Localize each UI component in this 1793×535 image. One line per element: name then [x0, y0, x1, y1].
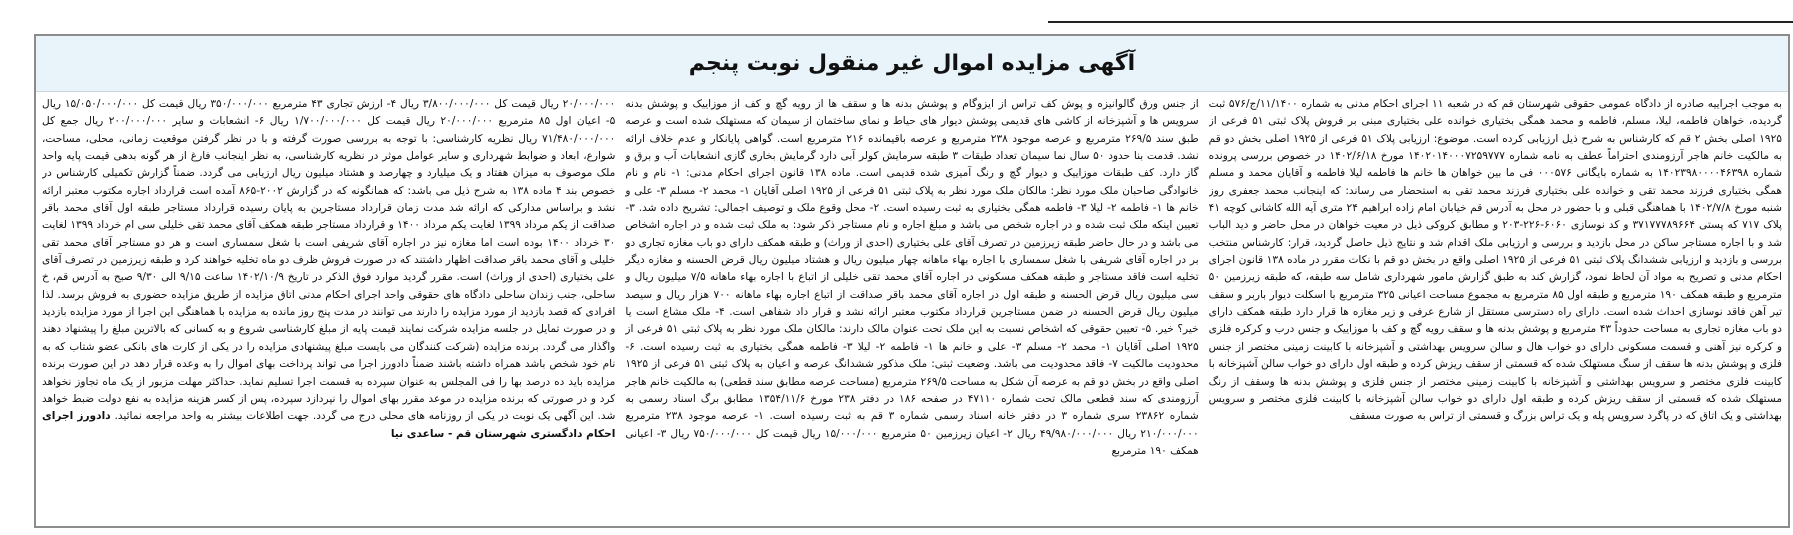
notice-body: [42, 96, 1782, 520]
notice-header: [36, 36, 1788, 92]
column-3-text: ۲۰/۰۰۰/۰۰۰ ریال قیمت کل ۳/۸۰۰/۰۰۰/۰۰۰ ریال ۴- ارزش تجاری ۴۳ مترمربع ۳۵۰/۰۰۰/۰۰۰ ریال قیمت کل ۱۵/۰۵۰/۰۰۰/۰۰۰ ریال ۵- اعیان اول ۸۵ مترمربع ۲۰/۰۰۰/۰۰۰ ریال قیمت کل ۱/۷۰۰/۰۰۰/۰۰۰ ریال ۶- انشعابات و سایر ۲۰۰/۰۰۰/۰۰۰ ریال جمع کل ۷۱/۴۸۰/۰۰۰/۰۰۰ ریال نظریه کارشناسی: با توجه به بررسی صورت گرفته و با در نظر گرفتن موقعیت زمانی، محلی، مساحت، شوارع، ابعاد و ضوابط شهرداری و سایر عوامل موثر در نظریه کارشناسی، به نظر اینجانب فارغ از هر گونه بدهی قیمت پایه واحد ملک موصوف به میزان هفتاد و یک میلیارد و چهارصد و هشتاد میلیون ریال ارزیابی می گردد. ضمناً گزارش تکمیلی کارشناس در خصوص بند ۴ ماده ۱۳۸ به شرح ذیل می باشد: که همانگونه که در گزارش ۲۰۰۲-۸۶۵ آمده است قرارداد اجاره مکتوب معتبر ارائه نشد و براساس مدارکی که ارائه شد مدت زمان قرارداد مستاجرین به پایان رسیده قرارداد مستاجر طبقه اول آقای محمد باقر صداقت از یکم مرداد ۱۳۹۹ لغایت یکم مرداد ۱۴۰۰ و قرارداد مستاجر طبقه همکف آقای محمد تقی خلیلی سی ام خرداد ۱۳۹۹ لغایت ۳۰ خرداد ۱۴۰۰ بوده است اما مغازه نیز در اجاره آقای شریفی است با شغل سمساری است و هر دو مستاجر آقای محمد تقی خلیلی و آقای محمد باقر صداقت اظهار داشتند که در صورت فروش ظرف دو ماه تخلیه خواهند کرد و طبقه زیرزمین در تصرف آقای علی بختیاری (احدی از وراث) است. مقرر گردید موارد فوق الذکر در تاریخ ۱۴۰۲/۱۰/۹ ساعت ۹/۱۵ الی ۹/۳۰ صبح به آدرس قم، خ ساحلی، جنب زندان ساحلی دادگاه های حقوقی واحد اجرای احکام مدنی اتاق مزایده از طریق مزایده حضوری به فروش برسد. لذا افرادی که قصد بازدید از مورد مزایده را دارند می توانند در مدت پنج روز مانده به مزایده با هماهنگی این اجرا از مورد مزایده بازدید و در صورت تمایل در جلسه مزایده شرکت نمایند قیمت پایه از مبلغ کارشناسی شروع و به کسانی که بالاترین مبلغ را پیشنهاد دهند واگذار می گردد. برنده مزایده (شرکت کنندگان می بایست مبلغ پیشنهادی مزایده را در یکی از کارت های بانکی عضو شتاب که به نام خود شخص باشد همراه داشته باشند ضمناً دادورز اجرا می تواند پرداخت بهای اموال را به وعده قرار دهد در این صورت برنده مزایده باید ده درصد بها را فی المجلس به عنوان سپرده به قسمت اجرا تسلیم نماید. حداکثر مهلت مزبور از یک ماه تجاوز نخواهد کرد و در صورتی که برنده مزایده در موعد مقرر بهای اموال را نپردازد سپرده، پس از کسر هزینه مزایده به نفع دولت ضبط خواهد شد. این آگهی یک نوبت در یکی از روزنامه های محلی درج می گردد. جهت اطلاعات بیشتر به واحد مراجعه نمائید.: [42, 98, 616, 423]
signature: دادورز اجرای احکام دادگستری شهرستان قم - ساعدی نیا: [42, 410, 616, 440]
column-2-text: از جنس ورق گالوانیزه و پوش کف تراس از ایزوگام و پوشش بدنه ها و سقف ها از رویه گچ و کف از موزاییک و پوشش بدنه سرویس ها و آشپزخانه از کاشی های قدیمی پوشش دیوار های حیاط و نمای ساختمان از سیمان که مستهلک شده است و عرصه طبق سند ۲۶۹/۵ مترمربع و عرصه موجود ۲۳۸ مترمربع و عرصه باقیمانده ۲۱۶ مترمربع است. گواهی پایانکار و عدم خلاف ارائه نشد. قدمت بنا حدود ۵۰ سال نما سیمان تعداد طبقات ۳ طبقه سرمایش کولر آبی دارد گرمایش بخاری گازی انشعابات آب و برق و گاز دارد. کف طبقات موزاییک و دیوار گچ و رنگ آمیزی شده قدیمی است. ماده ۱۳۸ قانون اجرای احکام مدنی: ۱- نام و نام خانوادگی صاحبان ملک مورد نظر: مالکان ملک مورد نظر به پلاک ثبتی ۵۱ فرعی از ۱۹۲۵ اصلی آقایان ۱- محمد ۲- مسلم ۳- علی و خانم ها ۱- فاطمه ۲- لیلا ۳- فاطمه همگی بختیاری به ثبت رسیده است. ۲- محل وقوع ملک و توصیف اجمالی: تشریح داده شد. ۳- تعیین اینکه ملک ثبت شده و در اجاره شخص می باشد و مبلغ اجاره و نام مستاجر ذکر شود: به ملک ثبت شده و در اجاره اشخاص می باشد و در حال حاضر طبقه زیرزمین در تصرف آقای علی بختیاری (احدی از وراث) و طبقه همکف دارای دو باب مغازه تجاری دو بر در اجاره آقای شریفی با شغل سمساری با اجاره بهاء ماهانه چهار میلیون ریال و هشتاد میلیون ریال قرض الحسنه و مغازه دیگر تخلیه است فاقد مستاجر و طبقه همکف مسکونی در اجاره آقای محمد تقی خلیلی از اتباع با اجاره بهاء ماهانه ۷/۵ میلیون ریال و سی میلیون ریال قرض الحسنه و طبقه اول در اجاره آقای محمد باقر صداقت از اتباع اجاره بهاء ماهانه ۷۰۰ هزار ریال و سیصد میلیون ریال قرض الحسنه در ضمن مستاجرین قرارداد مکتوب معتبر ارائه نشد و قرار داد شفاهی است. ۴- ملک مشاع است یا خیر؟ خیر. ۵- تعیین حقوقی که اشخاص نسبت به این ملک تحت عنوان مالک دارند: مالکان ملک مورد نظر به پلاک ثبتی ۵۱ فرعی از ۱۹۲۵ اصلی آقایان ۱- محمد ۲- مسلم ۳- علی و خانم ها ۱- فاطمه ۲- لیلا ۳- فاطمه همگی بختیاری به ثبت رسیده است. ۶- محدودیت مالکیت ۷- فاقد محدودیت می باشد. وضعیت ثبتی: ملک مذکور ششدانگ عرصه و اعیان به پلاک ثبتی ۵۱ فرعی از ۱۹۲۵ اصلی واقع در بخش دو قم به عرصه آن شکل به مساحت ۲۶۹/۵ مترمربع (مساحت عرصه مطابق سند قطعی) به مالکیت خانم هاجر آرزومندی که سند قطعی مالک تحت شماره ۴۷۱۱۰ در صفحه ۱۸۶ در دفتر ۲۳۸ مورخ ۱۳۵۴/۱۱/۶ مطابق برگ اسناد رسمی به شماره ۲۳۸۶۲ سری شماره ۳ در دفتر خانه اسناد رسمی شماره ۳ قم به ثبت رسیده است. ۱- عرصه موجود ۲۳۸ مترمربع ۲۱۰/۰۰۰/۰۰۰ ریال ۴۹/۹۸۰/۰۰۰/۰۰۰ ریال ۲- اعیان زیرزمین ۵۰ مترمربع ۱۵/۰۰۰/۰۰۰ ریال قیمت کل ۷۵۰/۰۰۰/۰۰۰ ریال ۳- اعیانی همکف ۱۹۰ مترمربع: [625, 98, 1199, 457]
notice-title: آگهی مزایده اموال غیر منقول نوبت پنجم: [688, 51, 1136, 76]
notice-column-2: [625, 96, 1198, 520]
notice-column-3: [42, 96, 615, 520]
notice-column-1: [1209, 96, 1782, 520]
notice-frame: [34, 34, 1790, 528]
column-1-text: به موجب اجراییه صادره از دادگاه عمومی حقوقی شهرستان قم که در شعبه ۱۱ اجرای احکام مدنی به شماره ۱۱/۱۴۰۰/ج/۵۷۶ ثبت گردیده، خواهان فاطمه، لیلا، مسلم، فاطمه و محمد همگی بختیاری خوانده علی بختیاری مبنی بر فروش پلاک ثبتی ۵۱ فرعی از ۱۹۲۵ اصلی بخش ۲ قم که کارشناس به شرح ذیل ارزیابی کرده است. موضوع: ارزیابی پلاک ۵۱ فرعی از ۱۹۲۵ اصلی بخش دو قم به مالکیت خانم هاجر آرزومندی احتراماً عطف به نامه شماره ۱۴۰۲۰۱۴۰۰۰۷۲۵۹۷۷۷ مورخ ۱۴۰۲/۶/۱۸ در خصوص بررسی پرونده شماره ۱۴۰۲۳۹۸۰۰۰۰۴۶۳۹۸ به شماره بایگانی ۰۰۰۵۷۶ فی ما بین خواهان ها خانم ها فاطمه لیلا فاطمه و آقایان محمد و مسلم همگی بختیاری فرزند محمد تقی و خوانده علی بختیاری فرزند محمد تقی به استحضار می رساند: که اینجانب محمد جعفری روز شنبه مورخ ۱۴۰۲/۷/۸ با هماهنگی قبلی و با حضور در محل به آدرس قم خیابان امام زاده ابراهیم ۲۴ متری آیه الله کاشانی کوچه ۴۱ پلاک ۷۱۷ که پستی ۳۷۱۷۷۷۸۹۶۶۴ و کد نوسازی ۶۰۶۰-۲۲۶-۲۰۳ و مطابق کروکی ذیل در معیت خواهان در محل حاضر و دید الباب شد و با اجاره مستاجر ساکن در محل بازدید و بررسی و ارزیابی ملک اقدام شد و نتایج ذیل حاصل گردید، قرار: کارشناس منتخب بررسی و بازدید و ارزیابی ششدانگ پلاک ثبتی ۵۱ فرعی از ۱۹۲۵ اصلی واقع در بخش دو قم با نکات مقرر در ماده ۱۳۸ قانون اجرای احکام مدنی و تصریح به مواد آن لحاظ نمود، گزارش کند به طبق گزارش مامور شهرداری شامل سه طبقه، که طبقه زیرزمین ۵۰ مترمربع و طبقه همکف ۱۹۰ مترمربع و طبقه اول ۸۵ مترمربع به مجموع مساحت اعیانی ۳۲۵ مترمربع با اسکلت دیوار باربر و سقف تیر آهن فاقد نوسازی احداث شده است. دارای راه دسترسی مستقل از شارع عرفی و زیر مغازه ها قرار دارد طبقه همکف دارای دو باب مغازه تجاری به مساحت حدوداً ۴۳ مترمربع و پوشش بدنه ها و سقف رویه گچ و کف با موزاییک و جنس درب و کرکره فلزی و کرکره نیز آهنی و قسمت مسکونی دارای دو خواب هال و سالن سرویس بهداشتی و آشپزخانه با کابینت زمینی مختصر از جنس فلزی و پوشش بدنه ها سقف از سنگ مستهلک شده که قسمتی از سقف ریزش کرده و طبقه اول دارای دو خواب سالن آشپزخانه با کابینت فلزی مختصر و سرویس بهداشتی و آشپزخانه با کابینت زمینی مختصر از جنس فلزی و پوشش بدنه ها وسقف از رنگ مستهلک شده که قسمتی از سقف ریزش کرده و طبقه اول دارای دو خواب سالن آشپزخانه با کابینت فلزی مختصر و سرویس بهداشتی و یک اتاق که در پاگرد سرویس پله و یک تراس بزرگ و قسمتی از تراس به صورت مسقف: [1208, 98, 1782, 423]
top-rule: [1048, 21, 1793, 23]
